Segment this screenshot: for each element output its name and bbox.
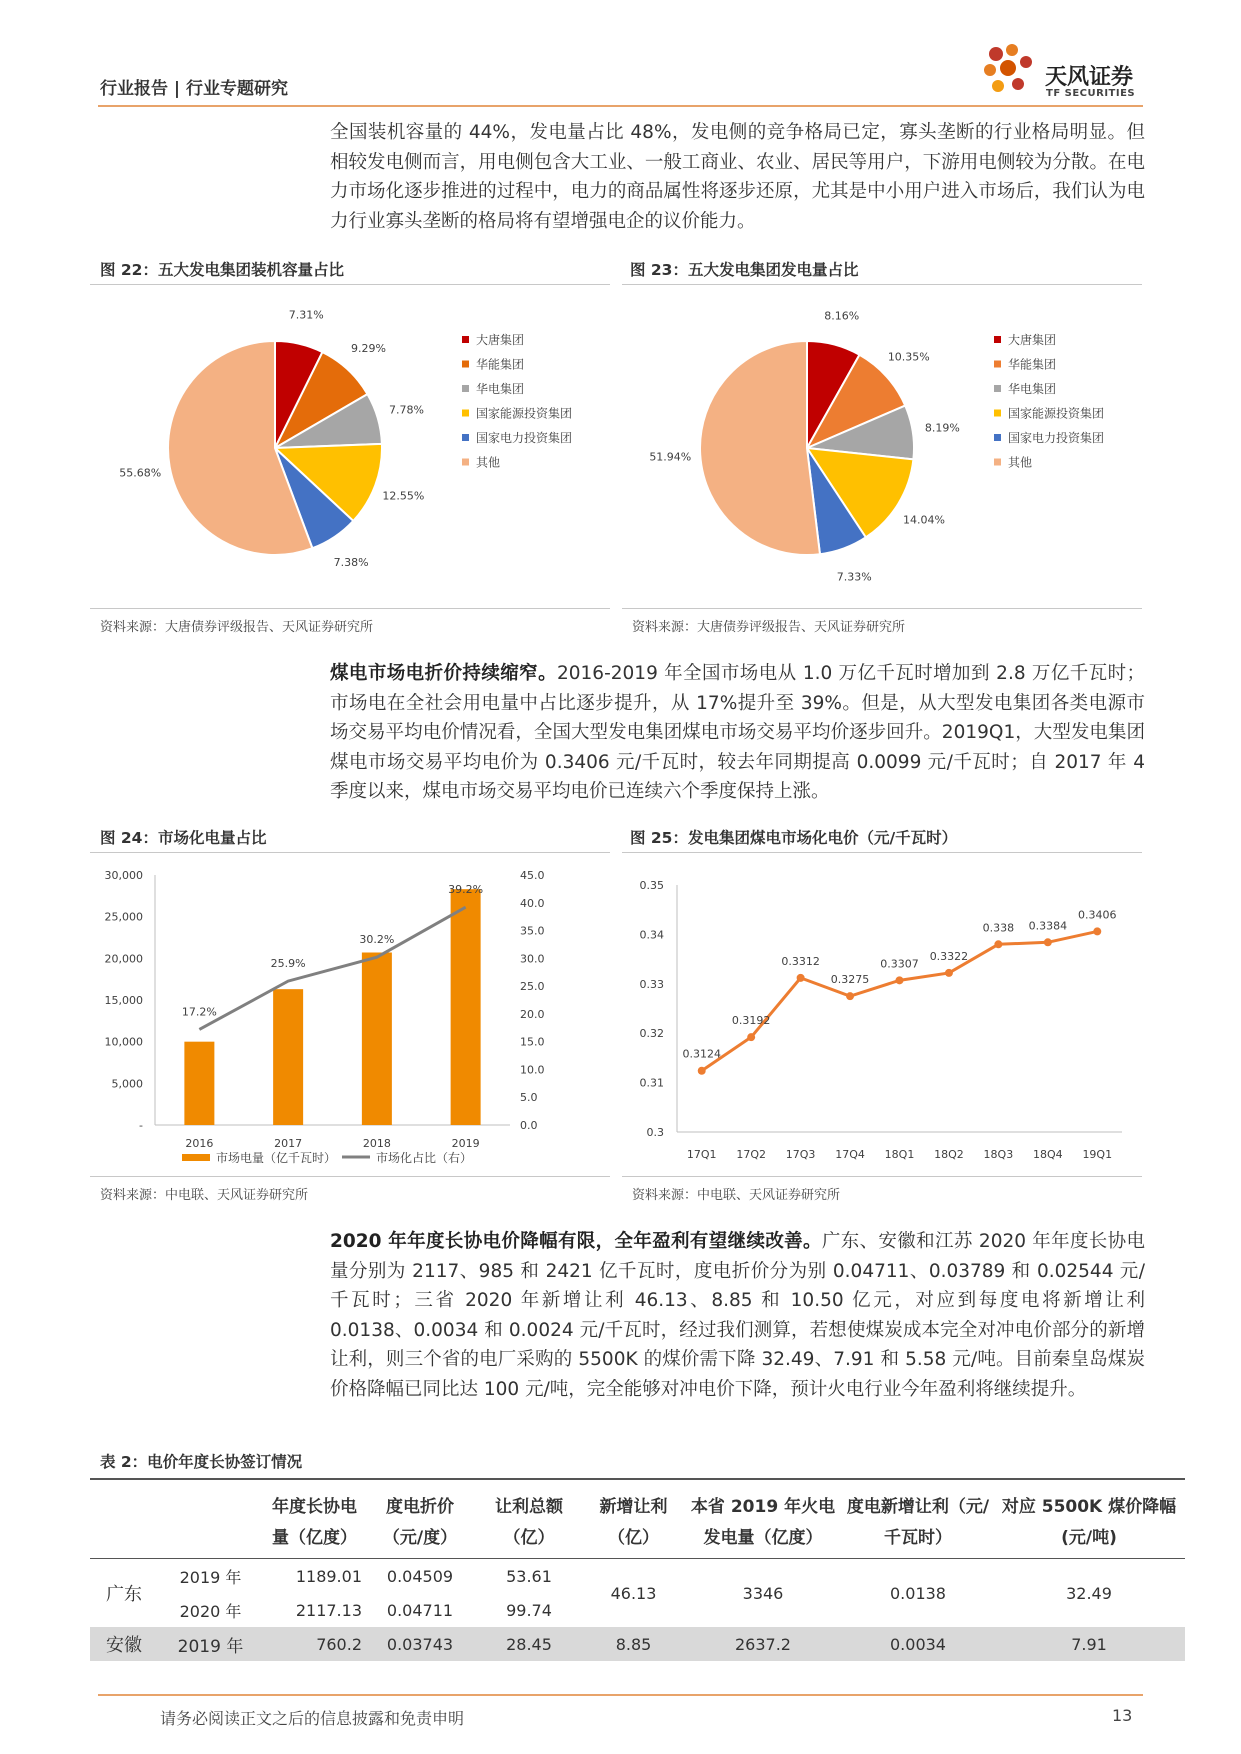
fig25-y-tick: 0.31 [639,1076,664,1090]
footer-disclaimer: 请务必阅读正文之后的信息披露和免责申明 [160,1709,465,1728]
fig25-point-label: 0.3124 [682,1047,721,1061]
fig23-legend-label-4: 国家电力投资集团 [1008,431,1105,445]
fig25-point-18Q3 [994,940,1002,948]
fig25-point-17Q3 [797,974,805,982]
year-cell: 2019 年 [158,1627,263,1661]
paragraph-contract-lead: 2020 年年度长协电价降幅有限，全年盈利有望继续改善。 [330,1231,822,1252]
fig22-legend-swatch-3 [462,410,469,417]
paragraph-coal-power-discount [330,659,1145,807]
discount-cell: 0.04509 [386,1566,454,1586]
fig22-legend-swatch-4 [462,434,469,441]
fig22-legend-label-5: 其他 [476,455,501,470]
fig25-x-tick: 18Q4 [1033,1148,1063,1161]
fig25-point-label: 0.3322 [929,949,969,963]
fig22-slice-label-2: 7.78% [389,403,424,417]
fig25-point-17Q4 [846,992,854,1000]
fig24-y2-tick: 35.0 [520,924,545,938]
fig23-slice-label-4: 7.33% [836,570,872,584]
fig22-legend-label-0: 大唐集团 [476,333,525,347]
volume-cell: 2117.13 [295,1600,362,1620]
year-cell: 2019 年 [179,1567,242,1587]
fig22-legend-swatch-5 [462,459,469,466]
province-cell: 广东 [106,1584,142,1605]
fig24-share-label: 30.2% [359,933,395,947]
fig23-slice-label-1: 10.35% [887,350,930,364]
fig24-y2-tick: 45.0 [520,869,545,882]
fig22-legend-label-1: 华能集团 [476,357,525,372]
total-cell: 53.61 [506,1566,552,1586]
paragraph-contract-text: 广东、安徽和江苏 2020 年年度长协电量分别为 2117、985 和 2421 亿千瓦时，度电折价分为别 0.04711、0.03789 和 0.02544 元/千瓦时；三省 2020 年新增让利 46.13、8.85 和 10.50 亿元，对应到每度电将新增让利 0.0138、0.0034 和 0.0024 元/千瓦时，经过我们测算，若想使煤炭成本完全对冲电价部分的新增让利，则三个省的电厂采购的 5500K 的煤价需下降 32.49、7.91 和 5.58 元/吨。目前秦皇岛煤炭价格降幅已同比达 100 元/吨，完全能够对冲电价下降，预计火电行业今年盈利将继续提升。 [330,1231,1145,1400]
fig24-top-rule [90,852,610,853]
fig23-pie-chart [622,286,1142,606]
paragraph-competition: 全国装机容量的 44%，发电量占比 48%，发电侧的竞争格局已定，寡头垄断的行业格局明显。但相较发电侧而言，用电侧包含大工业、一般工商业、农业、居民等用户，下游用电侧较为分散。在电力市场化逐步推进的过程中，电力的商品属性将逐步还原，尤其是中小用户进入市场后，我们认为电力行业寡头垄断的格局将有望增强电企的议价能力。 [330,122,1145,232]
fig25-x-tick: 17Q1 [686,1148,717,1161]
fig25-y-tick: 0.34 [639,928,664,942]
fig25-point-18Q2 [945,969,953,977]
fig24-title: 图 24：市场化电量占比 [100,829,267,847]
footer-divider [98,1694,1143,1696]
fig25-x-tick: 18Q2 [934,1148,964,1161]
generation-cell: 3346 [742,1583,784,1603]
fig25-x-tick: 18Q3 [983,1148,1014,1161]
fig22-title: 图 22：五大发电集团装机容量占比 [100,261,344,279]
page-number: 13 [1112,1706,1133,1725]
table-header [90,1488,158,1559]
fig25-point-label: 0.338 [982,921,1015,935]
fig24-x-tick: 2016 [185,1137,214,1150]
fig25-x-tick: 19Q1 [1082,1148,1113,1161]
fig23-legend-swatch-3 [994,410,1001,417]
fig25-point-19Q1 [1093,927,1101,935]
fig23-legend-label-2: 华电集团 [1008,382,1057,396]
fig25-point-label: 0.3192 [731,1014,771,1028]
fig24-y-tick: 5,000 [111,1077,143,1091]
fig24-share-label: 25.9% [270,957,306,971]
fig25-point-18Q1 [896,976,904,984]
fig22-legend-label-3: 国家能源投资集团 [476,406,573,421]
fig24-bottom-rule [90,1176,610,1177]
table-row [90,1559,1185,1594]
fig24-x-tick: 2018 [362,1137,391,1150]
fig22-legend-label-4: 国家电力投资集团 [476,431,573,445]
fig25-x-tick: 17Q4 [835,1148,865,1161]
fig22-legend-label-2: 华电集团 [476,382,525,396]
fig25-y-tick: 0.3 [646,1126,664,1139]
logo-english-name: TF SECURITIES [1046,88,1136,99]
fig23-legend-swatch-2 [994,385,1001,392]
fig24-bar-2017 [273,989,303,1125]
fig24-x-tick: 2017 [274,1137,303,1150]
fig24-bar-2016 [184,1042,214,1125]
new-concession-cell: 46.13 [610,1583,657,1603]
fig24-legend-bar-label: 市场电量（亿千瓦时） [216,1151,337,1165]
fig22-slice-label-5: 55.68% [119,466,162,480]
fig23-legend-label-5: 其他 [1008,455,1033,470]
fig23-slice-label-5: 51.94% [649,450,692,464]
table-header: 对应 5500K 煤价降幅(元/吨) [1001,1497,1177,1548]
year-cell: 2020 年 [179,1601,242,1621]
fig25-top-rule [622,852,1142,853]
fig25-point-label: 0.3307 [880,957,919,971]
table2-long-term-contracts [90,1488,1185,1661]
fig25-y-tick: 0.35 [639,879,664,892]
fig25-point-18Q4 [1044,938,1052,946]
fig24-legend-bar-swatch [182,1154,210,1161]
fig25-y-tick: 0.33 [639,977,664,991]
fig24-y-tick: 25,000 [104,910,143,924]
fig25-point-label: 0.3384 [1028,919,1068,933]
fig25-title: 图 25：发电集团煤电市场化电价（元/千瓦时） [630,829,958,847]
fig25-x-tick: 17Q3 [785,1148,816,1161]
table2-title: 表 2：电价年度长协签订情况 [100,1453,303,1471]
fig24-y2-tick: 30.0 [520,952,545,966]
total-cell: 28.45 [474,1627,584,1661]
per-kwh-cell: 0.0138 [890,1583,946,1603]
fig24-y-tick: 10,000 [104,1035,143,1049]
fig23-title: 图 23：五大发电集团发电量占比 [630,261,859,279]
fig22-legend-swatch-0 [462,336,469,343]
table-row [90,1627,1185,1661]
fig23-slice-label-2: 8.19% [924,421,960,435]
fig22-pie-chart [90,286,610,606]
fig22-bottom-rule [90,608,610,609]
fig23-legend-label-3: 国家能源投资集团 [1008,406,1105,421]
fig24-y-tick: 30,000 [104,869,143,882]
discount-cell: 0.04711 [386,1600,454,1620]
fig25-x-tick: 18Q1 [884,1148,915,1161]
fig24-share-label: 39.2% [448,883,484,897]
fig24-y2-tick: 40.0 [520,896,545,910]
table-header-row [90,1488,1185,1559]
fig25-line-chart [622,860,1142,1170]
fig22-slice-label-4: 7.38% [333,555,369,569]
fig24-x-tick: 2019 [451,1137,480,1150]
fig24-source: 资料来源：中电联、天风证券研究所 [100,1188,309,1203]
fig24-bar-line-chart [90,860,610,1170]
fig24-y-tick: 20,000 [104,952,143,966]
fig22-legend-swatch-1 [462,361,469,368]
fig25-point-17Q1 [698,1067,706,1075]
fig25-source: 资料来源：中电联、天风证券研究所 [632,1188,841,1203]
fig24-bar-2018 [362,953,392,1126]
fig22-source: 资料来源：大唐债券评级报告、天风证券研究所 [100,620,374,635]
total-cell: 99.74 [506,1600,552,1620]
fig24-y2-tick: 0.0 [520,1119,538,1132]
new-concession-cell: 8.85 [584,1627,683,1661]
volume-cell: 1189.01 [295,1566,362,1586]
discount-cell: 0.03743 [366,1627,474,1661]
fig25-point-label: 0.3312 [781,954,820,968]
fig25-point-label: 0.3275 [830,973,870,987]
fig23-legend-label-1: 华能集团 [1008,357,1057,372]
fig22-slice-label-3: 12.55% [382,489,425,503]
table-header: 新增让利（亿） [599,1497,668,1548]
table-header: 让利总额（亿） [495,1497,563,1548]
table-header: 度电新增让利（元/千瓦时） [846,1497,990,1548]
fig23-legend-swatch-4 [994,434,1001,441]
fig23-source: 资料来源：大唐债券评级报告、天风证券研究所 [632,620,906,635]
coal-price-cell: 32.49 [1066,1583,1112,1603]
fig24-y2-tick: 25.0 [520,980,545,994]
fig23-legend-label-0: 大唐集团 [1008,333,1057,347]
fig22-slice-label-0: 7.31% [288,308,324,322]
logo-chinese-name: 天风证券 [1045,65,1134,90]
fig25-y-tick: 0.32 [639,1027,664,1041]
fig24-y2-tick: 15.0 [520,1035,545,1049]
fig22-legend-swatch-2 [462,385,469,392]
coal-price-cell: 7.91 [993,1627,1185,1661]
fig24-y-tick: 15,000 [104,994,143,1007]
generation-cell: 2637.2 [683,1627,843,1661]
per-kwh-cell: 0.0034 [843,1627,993,1661]
paragraph-coal-power-text: 2016-2019 年全国市场电从 1.0 万亿千瓦时增加到 2.8 万亿千瓦时；市场电在全社会用电量中占比逐步提升，从 17%提升至 39%。但是，从大型发电集团各类电源市场交易平均电价情况看，全国大型发电集团煤电市场交易平均价逐步回升。2019Q1，大型发电集团煤电市场交易平均电价为 0.3406 元/千瓦时，较去年同期提高 0.0099 元/千瓦时；自 2017 年 4 季度以来，煤电市场交易平均电价已连续六个季度保持上涨。 [330,663,1145,802]
table-header: 年度长协电量（亿度） [272,1497,357,1548]
fig25-point-label: 0.3406 [1078,908,1117,922]
fig22-top-rule [90,284,610,285]
fig23-slice-5 [700,341,820,555]
fig25-x-tick: 17Q2 [736,1148,766,1161]
fig22-slice-label-1: 9.29% [351,341,386,355]
table2-top-rule [90,1478,1185,1480]
fig25-point-17Q2 [747,1033,755,1041]
fig24-y2-tick: 5.0 [520,1091,538,1105]
paragraph-long-term-contract [330,1227,1145,1404]
fig24-legend-line-label: 市场化占比（右） [376,1151,473,1165]
fig24-y-tick: - [139,1119,143,1132]
fig23-slice-label-0: 8.16% [824,309,860,323]
header-divider [98,105,1143,107]
fig23-legend-swatch-1 [994,361,1001,368]
province-cell: 安徽 [90,1627,158,1661]
fig24-share-label: 17.2% [181,1005,217,1019]
fig23-bottom-rule [622,608,1142,609]
fig25-bottom-rule [622,1176,1142,1177]
fig24-bar-2019 [451,889,481,1125]
table-header: 本省 2019 年火电发电量（亿度） [690,1497,836,1548]
fig23-legend-swatch-0 [994,336,1001,343]
report-header-title: 行业报告 | 行业专题研究 [100,79,289,99]
table-header: 度电折价（元/度） [382,1497,458,1548]
fig23-top-rule [622,284,1142,285]
paragraph-coal-power-lead: 煤电市场电折价持续缩窄。 [330,663,557,684]
fig24-y2-tick: 20.0 [520,1007,545,1021]
fig24-share-line [199,907,465,1029]
fig25-price-line [702,931,1098,1070]
fig23-legend-swatch-5 [994,459,1001,466]
volume-cell: 760.2 [263,1627,366,1661]
table-header [158,1488,263,1559]
fig24-y2-tick: 10.0 [520,1063,545,1077]
fig23-slice-label-3: 14.04% [903,513,945,527]
